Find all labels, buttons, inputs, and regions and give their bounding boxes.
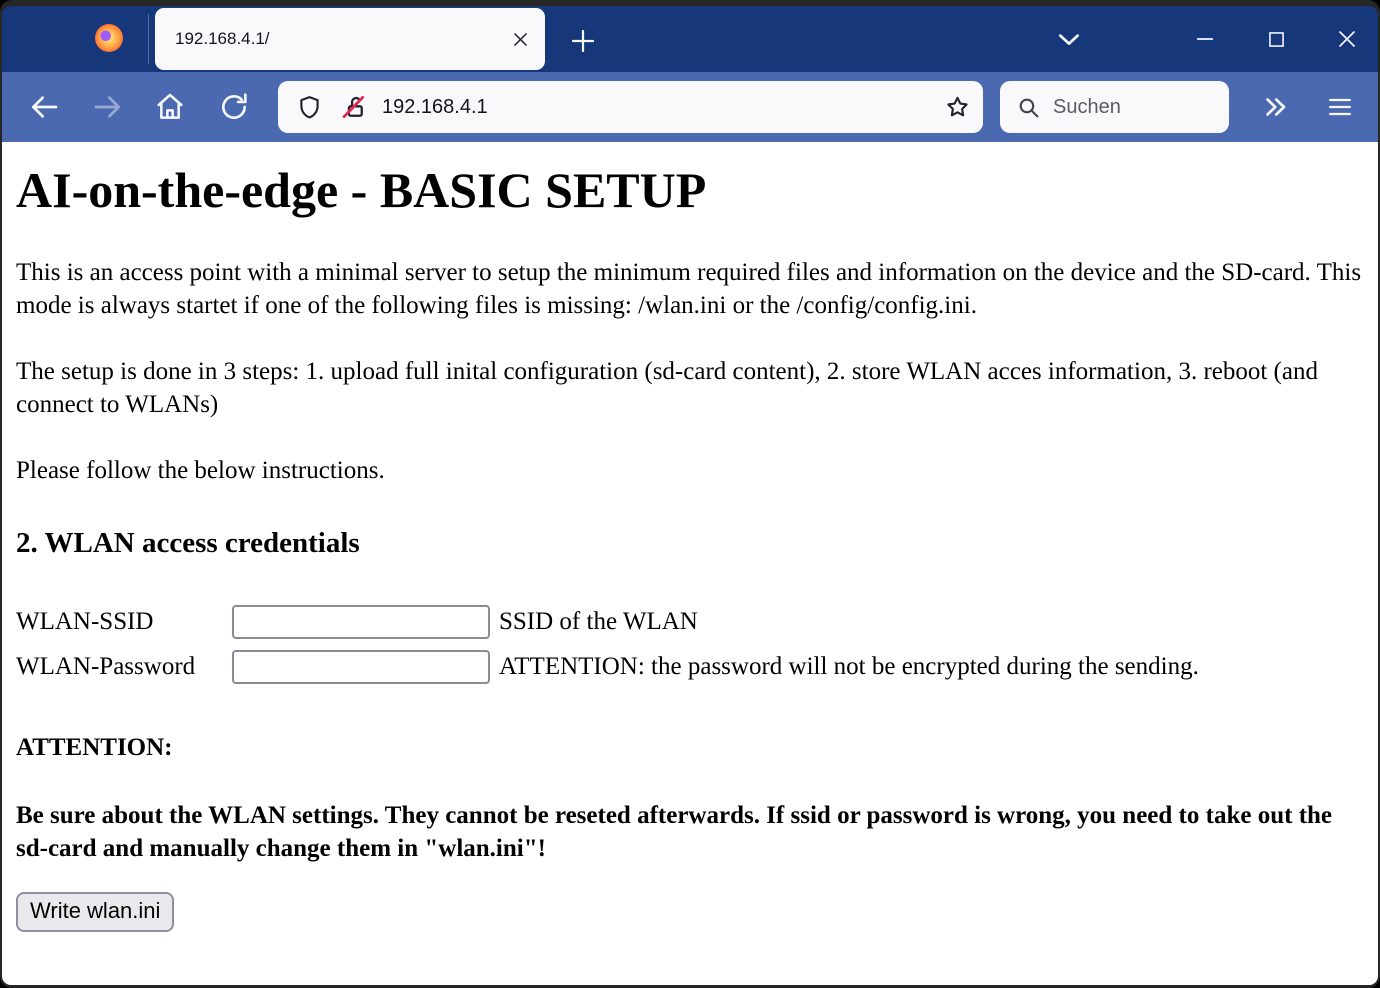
close-window-button[interactable] bbox=[1324, 18, 1370, 60]
maximize-icon bbox=[1266, 29, 1287, 50]
form-row-password bbox=[16, 645, 1362, 690]
chevron-down-icon bbox=[1053, 23, 1085, 55]
tab-separator bbox=[148, 14, 149, 64]
minimize-icon bbox=[1194, 28, 1216, 50]
page-viewport bbox=[2, 142, 1378, 985]
form-row-ssid bbox=[16, 600, 1362, 645]
star-icon bbox=[944, 94, 971, 121]
write-wlan-ini-button[interactable]: Write wlan.ini bbox=[16, 892, 174, 932]
hamburger-icon bbox=[1326, 93, 1354, 121]
search-input[interactable] bbox=[1053, 96, 1203, 119]
intro-paragraph-2: The setup is done in 3 steps: 1. upload full inital configuration (sd-card content), 2. store WLAN acces information, 3. reboot (and connect to WLANs) bbox=[16, 357, 1318, 418]
search-bar[interactable] bbox=[1000, 81, 1229, 133]
browser-tab[interactable] bbox=[155, 8, 545, 70]
close-icon bbox=[511, 30, 530, 49]
window-controls bbox=[1182, 18, 1370, 60]
intro-paragraph-1: This is an access point with a minimal server to setup the minimum required files and information on the device and the SD-card. This mode is always startet if one of the following files is missing: /wlan.ini or the /config/config.ini. bbox=[16, 258, 1362, 319]
tab-close-button[interactable] bbox=[505, 24, 535, 54]
navigation-toolbar bbox=[2, 72, 1378, 142]
double-chevron-icon bbox=[1260, 92, 1290, 122]
tab-title: 192.168.4.1/ bbox=[175, 29, 270, 48]
reload-icon bbox=[218, 91, 250, 123]
tab-list-dropdown-button[interactable] bbox=[1047, 18, 1091, 60]
forward-arrow-icon bbox=[92, 91, 124, 123]
page-title: AI-on-the-edge - BASIC SETUP bbox=[16, 162, 707, 218]
insecure-lock-icon[interactable] bbox=[339, 93, 368, 122]
plus-icon bbox=[568, 26, 598, 56]
wlan-ssid-description: SSID of the WLAN bbox=[499, 608, 698, 635]
forward-button[interactable] bbox=[86, 85, 130, 129]
wlan-password-description: ATTENTION: the password will not be encrypted during the sending. bbox=[499, 653, 1199, 680]
firefox-logo-icon[interactable] bbox=[95, 24, 123, 52]
tracking-protection-shield-icon[interactable] bbox=[296, 94, 323, 121]
wlan-password-input[interactable] bbox=[232, 650, 490, 684]
search-icon bbox=[1016, 95, 1041, 120]
reload-button[interactable] bbox=[212, 85, 256, 129]
titlebar bbox=[2, 6, 1378, 72]
wlan-credentials-form bbox=[16, 600, 1362, 690]
url-bar[interactable] bbox=[278, 81, 983, 133]
app-menu-button[interactable] bbox=[1318, 85, 1362, 129]
intro-paragraph-3: Please follow the below instructions. bbox=[16, 456, 385, 484]
minimize-button[interactable] bbox=[1182, 18, 1228, 60]
wlan-ssid-input[interactable] bbox=[232, 605, 490, 639]
attention-heading: ATTENTION: bbox=[16, 733, 173, 761]
overflow-menu-button[interactable] bbox=[1253, 85, 1297, 129]
home-icon bbox=[154, 91, 186, 123]
url-text[interactable]: 192.168.4.1 bbox=[382, 95, 488, 118]
home-button[interactable] bbox=[148, 85, 192, 129]
wlan-ssid-label: WLAN-SSID bbox=[16, 608, 154, 635]
maximize-button[interactable] bbox=[1253, 18, 1299, 60]
wlan-password-label: WLAN-Password bbox=[16, 653, 196, 680]
attention-warning-text: Be sure about the WLAN settings. They cannot be reseted afterwards. If ssid or password is wrong, you need to take out the sd-card and manually change them in "wlan.ini"! bbox=[16, 801, 1333, 862]
bookmark-star-button[interactable] bbox=[937, 87, 977, 127]
back-arrow-icon bbox=[28, 91, 60, 123]
section-heading-wlan-credentials: 2. WLAN access credentials bbox=[16, 526, 360, 559]
new-tab-button[interactable] bbox=[566, 24, 600, 58]
close-icon bbox=[1335, 27, 1359, 51]
back-button[interactable] bbox=[22, 85, 66, 129]
